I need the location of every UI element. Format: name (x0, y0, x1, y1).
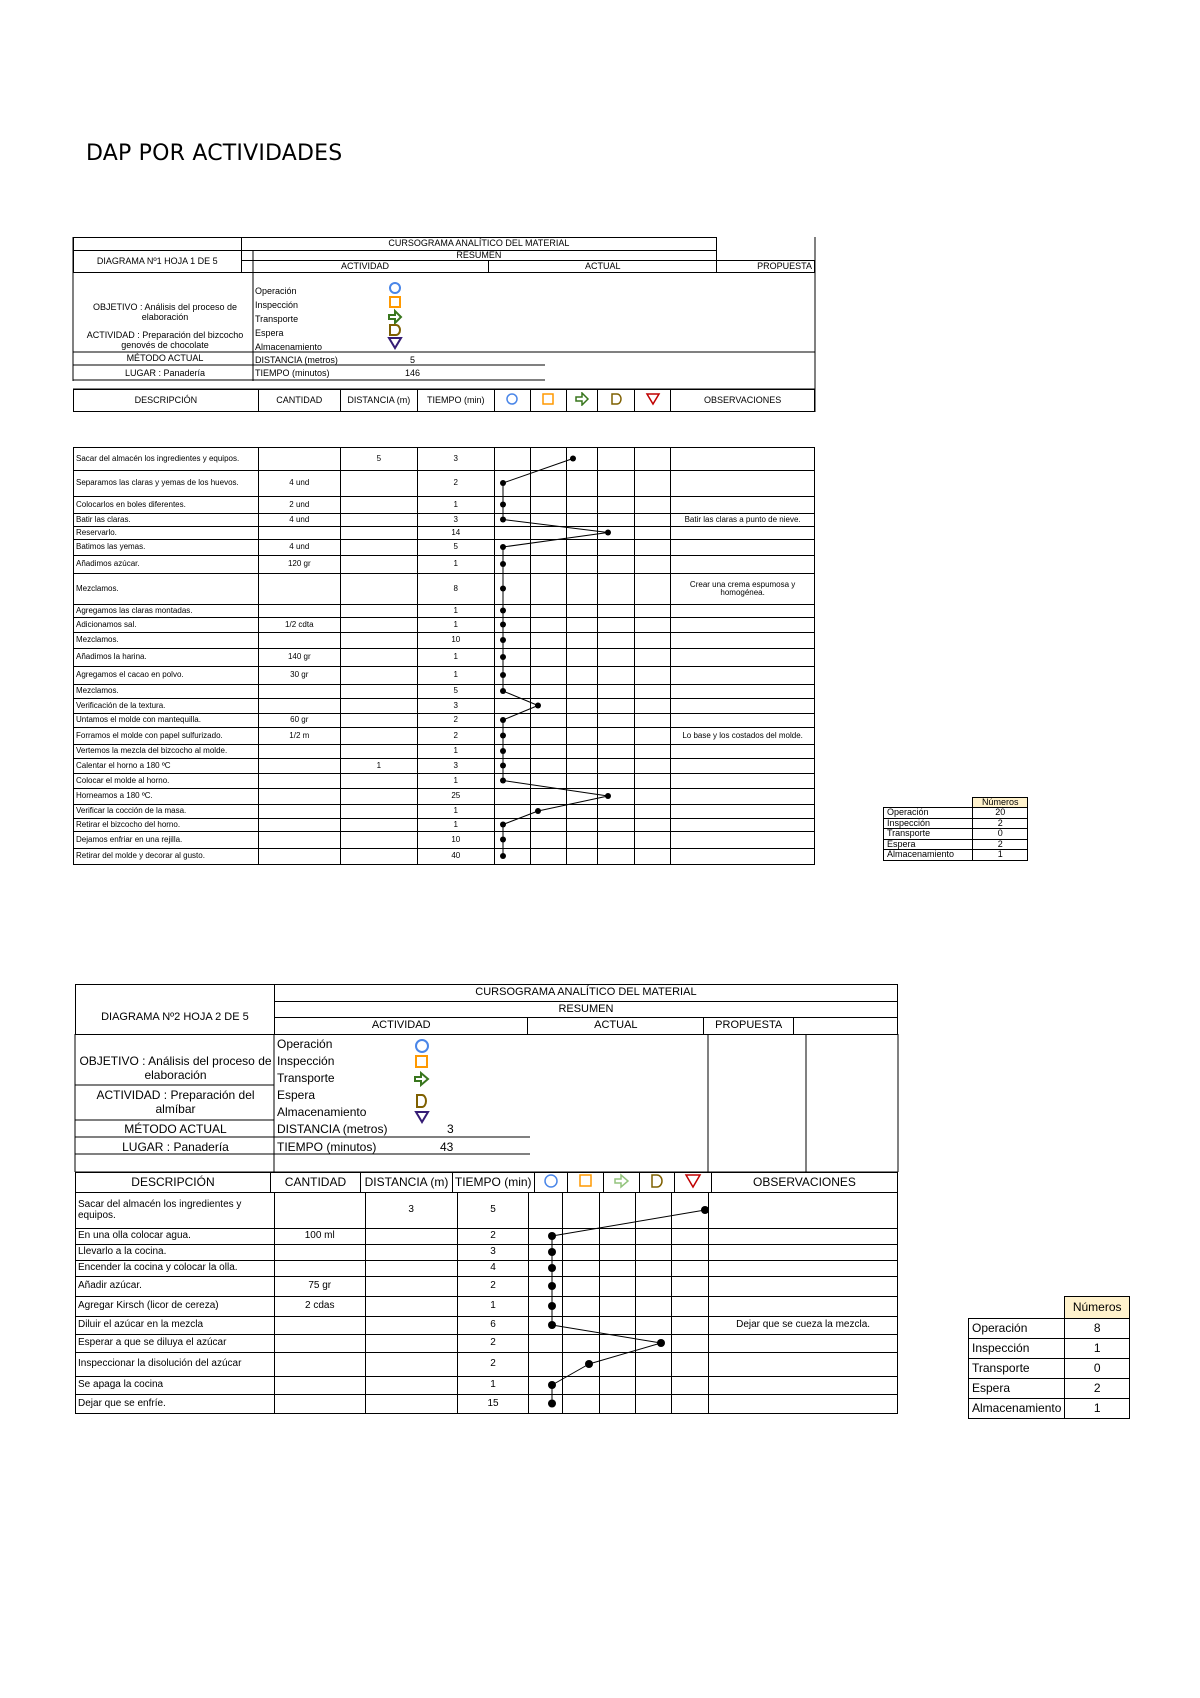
col-tiempo: TIEMPO (min) (452, 1173, 534, 1193)
sheet1-diagram: DIAGRAMA Nº1 HOJA 1 DE 5 (74, 251, 242, 273)
row-quantity: 4 und (258, 514, 340, 527)
row-observation: Batir las claras a punto de nieve. (671, 514, 815, 527)
summary-value: 2 (1065, 1379, 1130, 1399)
activity-label: Transporte (277, 1071, 335, 1085)
row-time: 2 (457, 1277, 529, 1297)
row-quantity: 120 gr (258, 556, 340, 574)
row-quantity: 140 gr (258, 649, 340, 667)
summary-label: Espera (884, 839, 973, 849)
sheet2-resumen: RESUMEN (274, 1002, 897, 1018)
col-descripcion: DESCRIPCIÓN (74, 390, 259, 412)
row-description: Mezclamos. (74, 633, 259, 649)
row-time: 1 (417, 745, 494, 759)
activity-label: Almacenamiento (277, 1105, 367, 1119)
sheet1-title: CURSOGRAMA ANALÍTICO DEL MATERIAL (241, 238, 717, 251)
row-quantity: 1/2 m (258, 728, 340, 745)
row-time: 14 (417, 527, 494, 540)
row-description: Añadimos la harina. (74, 649, 259, 667)
sheet1-actividad: ACTIVIDAD (241, 261, 489, 273)
row-quantity: 100 ml (274, 1229, 365, 1245)
flow-point (548, 1400, 556, 1408)
row-time: 25 (417, 789, 494, 805)
row-description: Calentar el horno a 180 ºC (74, 759, 259, 774)
row-description: Batimos las yemas. (74, 540, 259, 556)
summary-value: 20 (973, 808, 1028, 818)
row-description: Adicionamos sal. (74, 618, 259, 633)
row-distance: 3 (365, 1193, 457, 1229)
row-time: 5 (417, 540, 494, 556)
row-description: Se apaga la cocina (76, 1377, 275, 1395)
row-description: Dejamos enfriar en una rejilla. (74, 832, 259, 849)
sheet2-actual: ACTUAL (528, 1018, 704, 1035)
summary-value: 0 (973, 829, 1028, 839)
row-time: 2 (417, 728, 494, 745)
summary-label: Inspección (969, 1339, 1065, 1359)
row-description: Sacar del almacén los ingredientes y equipos. (74, 448, 259, 471)
row-time: 2 (457, 1229, 529, 1245)
flow-point (548, 1381, 556, 1389)
row-description: Retirar del molde y decorar al gusto. (74, 849, 259, 865)
summary-value: 0 (1065, 1359, 1130, 1379)
row-description: Reservarlo. (74, 527, 259, 540)
col-distancia: DISTANCIA (m) (340, 390, 417, 412)
summary-label: Espera (969, 1379, 1065, 1399)
sheet2-tiempo-label: TIEMPO (minutos) (277, 1140, 377, 1154)
row-description: Esperar a que se diluya el azúcar (76, 1335, 275, 1353)
sheet1-actual: ACTUAL (489, 261, 717, 273)
row-time: 3 (417, 448, 494, 471)
sheet1-actividad-desc: ACTIVIDAD : Preparación del bizcocho genovés de chocolate (86, 330, 244, 350)
sheet1-resumen: RESUMEN (241, 251, 717, 261)
flow-point (548, 1232, 556, 1240)
row-time: 1 (417, 649, 494, 667)
row-time: 5 (417, 685, 494, 699)
row-time: 3 (417, 699, 494, 714)
row-time: 2 (457, 1335, 529, 1353)
flow-point (548, 1302, 556, 1310)
row-description: En una olla colocar agua. (76, 1229, 275, 1245)
row-time: 2 (417, 471, 494, 497)
row-description: Mezclamos. (74, 685, 259, 699)
col-descripcion: DESCRIPCIÓN (76, 1173, 271, 1193)
row-description: Agregamos el cacao en polvo. (74, 667, 259, 685)
row-time: 1 (457, 1297, 529, 1317)
row-time: 5 (457, 1193, 529, 1229)
row-quantity: 2 cdas (274, 1297, 365, 1317)
row-time: 15 (457, 1395, 529, 1414)
row-description: Forramos el molde con papel sulfurizado. (74, 728, 259, 745)
row-time: 40 (417, 849, 494, 865)
sheet1-tiempo-value: 146 (405, 368, 421, 378)
summary-label: Operación (969, 1319, 1065, 1339)
row-time: 2 (417, 714, 494, 728)
row-quantity: 75 gr (274, 1277, 365, 1297)
activity-label: Transporte (255, 314, 299, 324)
flow-point (548, 1321, 556, 1329)
summary-label: Operación (884, 808, 973, 818)
summary-value: 2 (973, 818, 1028, 828)
row-quantity: 4 und (258, 471, 340, 497)
row-time: 1 (417, 605, 494, 618)
sheet2-summary (968, 1296, 1130, 1419)
sheet2-distancia-label: DISTANCIA (metros) (277, 1122, 388, 1136)
sheet2-tiempo-value: 43 (440, 1140, 454, 1154)
activity-label: Operación (277, 1037, 333, 1051)
sheet2-objetivo: OBJETIVO : Análisis del proceso de elaboración (79, 1054, 272, 1082)
row-time: 3 (417, 514, 494, 527)
sheet2-metodo: MÉTODO ACTUAL (124, 1122, 227, 1136)
row-time: 3 (417, 759, 494, 774)
row-description: Agregamos las claras montadas. (74, 605, 259, 618)
row-time: 1 (417, 618, 494, 633)
flow-connector (589, 1343, 661, 1364)
sheet2-lugar: LUGAR : Panadería (122, 1140, 229, 1154)
row-description: Retirar el bizcocho del horno. (74, 819, 259, 832)
summary-label: Inspección (884, 818, 973, 828)
sheet1-propuesta: PROPUESTA (717, 261, 815, 273)
flow-point (548, 1282, 556, 1290)
row-quantity: 2 und (258, 497, 340, 514)
flow-connector (552, 1364, 589, 1385)
sheet2-propuesta: PROPUESTA (704, 1018, 794, 1035)
flow-point (548, 1264, 556, 1272)
activity-label: Espera (255, 328, 284, 338)
sheet2-actividad-desc: ACTIVIDAD : Preparación del almíbar (96, 1088, 255, 1116)
flow-point (585, 1360, 593, 1368)
row-time: 4 (457, 1261, 529, 1277)
row-time: 8 (417, 574, 494, 605)
row-description: Añadir azúcar. (76, 1277, 275, 1297)
row-observation: Dejar que se cueza la mezcla. (709, 1317, 898, 1335)
sheet1-objetivo: OBJETIVO : Análisis del proceso de elaboración (92, 302, 238, 322)
row-description: Verificar la cocción de la masa. (74, 805, 259, 819)
activity-label: Almacenamiento (255, 342, 323, 352)
row-description: Verificación de la textura. (74, 699, 259, 714)
row-quantity: 4 und (258, 540, 340, 556)
flow-connector (552, 1325, 661, 1343)
summary-header: Números (973, 798, 1028, 808)
row-time: 1 (417, 556, 494, 574)
summary-header: Números (1065, 1297, 1130, 1319)
row-description: Horneamos a 180 ºC. (74, 789, 259, 805)
row-description: Batir las claras. (74, 514, 259, 527)
page-title: DAP POR ACTIVIDADES (86, 141, 343, 166)
summary-label: Transporte (884, 829, 973, 839)
col-observaciones: OBSERVACIONES (671, 390, 815, 412)
summary-value: 2 (973, 839, 1028, 849)
sheet2-title: CURSOGRAMA ANALÍTICO DEL MATERIAL (274, 985, 897, 1002)
row-description: Vertemos la mezcla del bizcocho al molde. (74, 745, 259, 759)
row-time: 10 (417, 633, 494, 649)
row-time: 6 (457, 1317, 529, 1335)
row-time: 1 (417, 819, 494, 832)
sheet1-metodo: MÉTODO ACTUAL (126, 353, 204, 363)
summary-value: 1 (973, 850, 1028, 860)
row-time: 1 (417, 805, 494, 819)
row-distance: 1 (340, 759, 417, 774)
flow-connector (552, 1210, 705, 1236)
col-distancia: DISTANCIA (m) (361, 1173, 453, 1193)
row-time: 2 (457, 1353, 529, 1377)
row-description: Colocarlos en boles diferentes. (74, 497, 259, 514)
sheet2-distancia-value: 3 (447, 1122, 454, 1136)
row-description: Separamos las claras y yemas de los huevos. (74, 471, 259, 497)
col-tiempo: TIEMPO (min) (417, 390, 494, 412)
row-time: 10 (417, 832, 494, 849)
row-description: Colocar el molde al horno. (74, 774, 259, 789)
flow-point (548, 1248, 556, 1256)
activity-label: Espera (277, 1088, 316, 1102)
sheet1-distancia-label: DISTANCIA (metros) (255, 355, 338, 365)
col-observaciones: OBSERVACIONES (711, 1173, 897, 1193)
row-description: Llevarlo a la cocina. (76, 1245, 275, 1261)
flow-point (657, 1339, 665, 1347)
row-description: Añadimos azúcar. (74, 556, 259, 574)
row-quantity: 30 gr (258, 667, 340, 685)
sheet1-tiempo-label: TIEMPO (minutos) (255, 368, 330, 378)
activity-label: Inspección (255, 300, 299, 310)
summary-value: 8 (1065, 1319, 1130, 1339)
summary-label: Almacenamiento (969, 1399, 1065, 1419)
flow-point (701, 1206, 709, 1214)
row-time: 3 (457, 1245, 529, 1261)
sheet1-lugar: LUGAR : Panadería (124, 368, 206, 378)
summary-label: Transporte (969, 1359, 1065, 1379)
row-description: Agregar Kirsch (licor de cereza) (76, 1297, 275, 1317)
summary-value: 1 (1065, 1339, 1130, 1359)
row-time: 1 (417, 497, 494, 514)
summary-label: Almacenamiento (884, 850, 973, 860)
row-quantity: 60 gr (258, 714, 340, 728)
row-distance: 5 (340, 448, 417, 471)
sheet1-distancia-value: 5 (410, 355, 416, 365)
row-quantity: 1/2 cdta (258, 618, 340, 633)
row-description: Diluir el azúcar en la mezcla (76, 1317, 275, 1335)
row-time: 1 (417, 774, 494, 789)
row-description: Encender la cocina y colocar la olla. (76, 1261, 275, 1277)
row-time: 1 (417, 667, 494, 685)
sheet2-actividad: ACTIVIDAD (274, 1018, 528, 1035)
row-observation: Lo base y los costados del molde. (671, 728, 815, 745)
activity-label: Operación (255, 286, 297, 296)
row-description: Mezclamos. (74, 574, 259, 605)
row-description: Sacar del almacén los ingredientes y equipos. (76, 1193, 275, 1229)
row-time: 1 (457, 1377, 529, 1395)
row-observation: Crear una crema espumosa y homogénea. (671, 574, 815, 605)
sheet2-diagram: DIAGRAMA Nº2 HOJA 2 DE 5 (76, 1002, 275, 1035)
row-description: Inspeccionar la disolución del azúcar (76, 1353, 275, 1377)
summary-value: 1 (1065, 1399, 1130, 1419)
activity-label: Inspección (277, 1054, 335, 1068)
col-cantidad: CANTIDAD (258, 390, 340, 412)
row-description: Untamos el molde con mantequilla. (74, 714, 259, 728)
col-cantidad: CANTIDAD (270, 1173, 360, 1193)
row-description: Dejar que se enfríe. (76, 1395, 275, 1414)
